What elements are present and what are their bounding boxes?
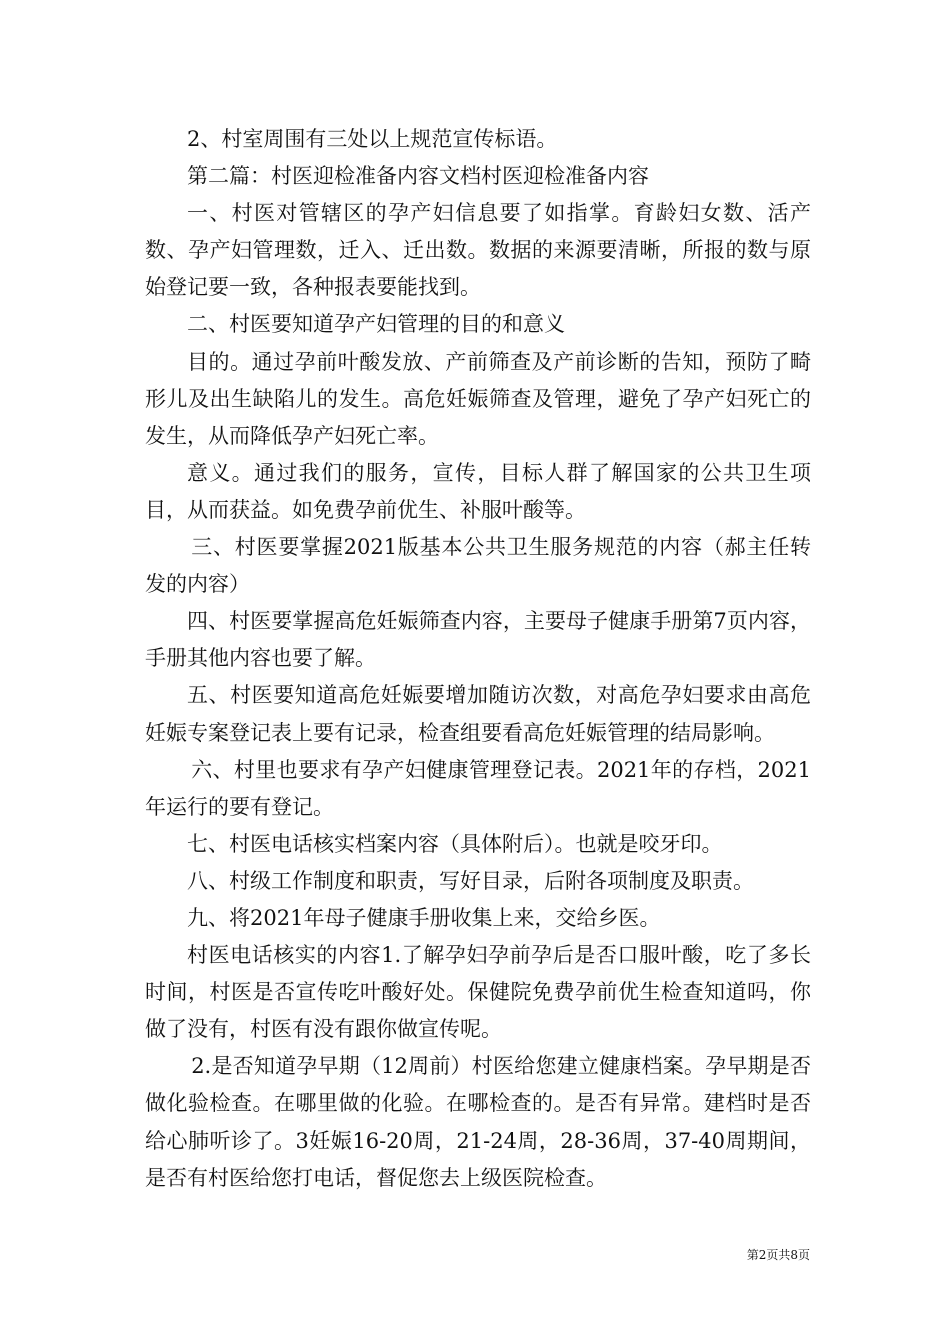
paragraph-item-eight: 八、村级工作制度和职责，写好目录，后附各项制度及职责。 — [187, 868, 754, 893]
paragraph-item-one: 一、村医对管辖区的孕产妇信息要了如指掌。育龄妇女数、活产数、孕产妇管理数，迁入、迁出数。数据的来源要清晰，所报的数与原始登记要一致，各种报表要能找到。 — [145, 201, 811, 300]
paragraph-item-seven: 七、村医电话核实档案内容（具体附后）。也就是咬牙印。 — [187, 831, 723, 856]
document-body — [145, 121, 811, 1197]
paragraph-item-three: 三、村医要掌握2021版基本公共卫生服务规范的内容（郝主任转发的内容） — [145, 535, 811, 597]
paragraph-item-five: 五、村医要知道高危妊娠要增加随访次数，对高危孕妇要求由高危妊娠专案登记表上要有记录，检查组要看高危妊娠管理的结局影响。 — [145, 683, 811, 745]
paragraph-item-nine: 九、将2021年母子健康手册收集上来，交给乡医。 — [187, 905, 661, 930]
paragraph-purpose: 目的。通过孕前叶酸发放、产前筛查及产前诊断的告知，预防了畸形儿及出生缺陷儿的发生。高危妊娠筛查及管理，避免了孕产妇死亡的发生，从而降低孕产妇死亡率。 — [145, 349, 811, 448]
page-number: 第2页共8页 — [746, 1248, 810, 1262]
section-title: 第二篇：村医迎检准备内容文档村医迎检准备内容 — [187, 164, 649, 189]
paragraph-phone-check: 村医电话核实的内容1.了解孕妇孕前孕后是否口服叶酸，吃了多长时间，村医是否宣传吃叶酸好处。保健院免费孕前优生检查知道吗，你做了没有，村医有没有跟你做宣传呢。 — [145, 943, 811, 1042]
paragraph-meaning: 意义。通过我们的服务，宣传，目标人群了解国家的公共卫生项目，从而获益。如免费孕前优生、补服叶酸等。 — [145, 460, 811, 522]
paragraph-early-pregnancy: 2.是否知道孕早期（12周前）村医给您建立健康档案。孕早期是否做化验检查。在哪里做的化验。在哪检查的。是否有异常。建档时是否给心肺听诊了。3妊娠16-20周，21-24周，28-36周，37-40周期间，是否有村医给您打电话，督促您去上级医院检查。 — [145, 1054, 811, 1190]
paragraph-item-two: 二、村医要知道孕产妇管理的目的和意义 — [187, 312, 565, 337]
paragraph-item-four: 四、村医要掌握高危妊娠筛查内容，主要母子健康手册第7页内容，手册其他内容也要了解。 — [145, 609, 811, 671]
paragraph-item-2: 2、村室周围有三处以上规范宣传标语。 — [187, 127, 558, 151]
paragraph-item-six: 六、村里也要求有孕产妇健康管理登记表。2021年的存档，2021年运行的要有登记。 — [145, 757, 811, 819]
